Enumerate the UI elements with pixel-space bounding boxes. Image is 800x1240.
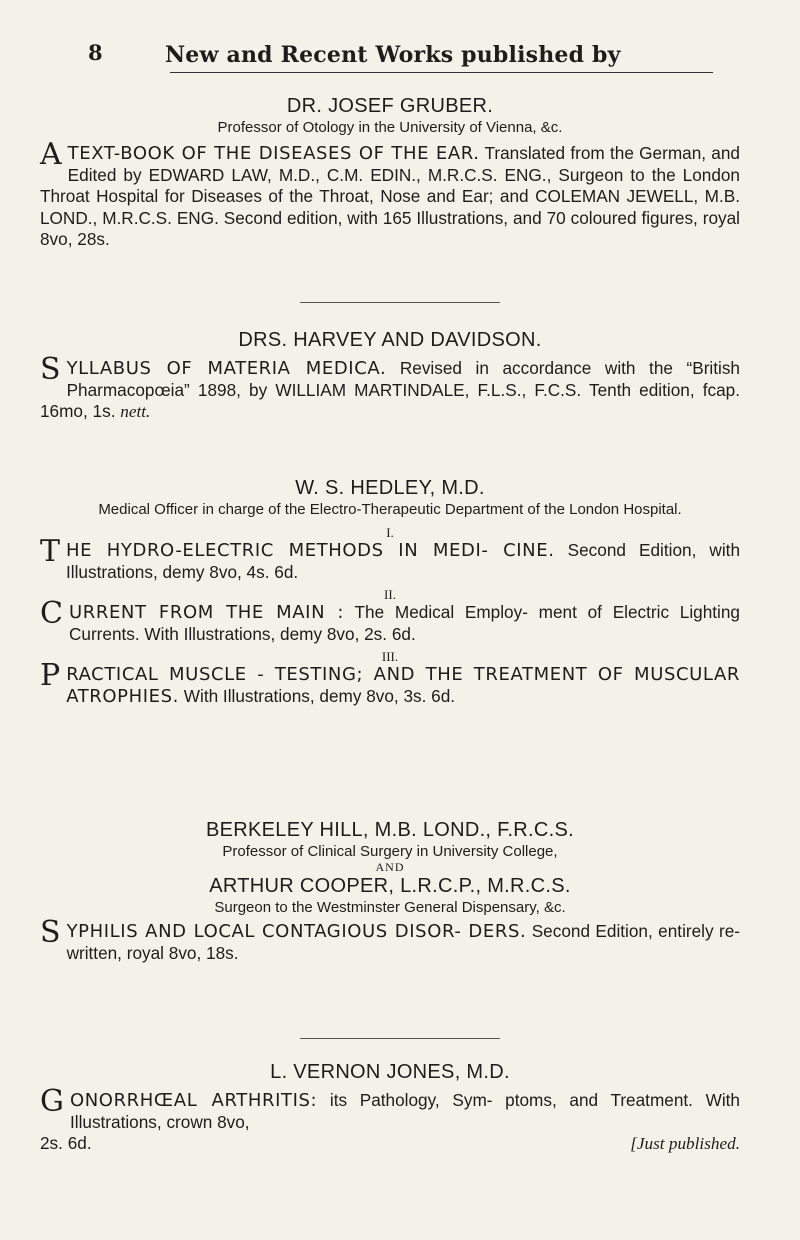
work-numeral: III. <box>381 649 399 664</box>
second-author-affiliation: Surgeon to the Westminster General Dispensary, &c. <box>214 899 566 916</box>
publication-note: [Just published. <box>630 1134 740 1153</box>
entry-vernon-jones <box>40 1060 740 1155</box>
entry-hedley <box>40 476 740 707</box>
entry-text <box>40 137 740 251</box>
entry-text <box>40 658 740 707</box>
work-numeral: II. <box>384 587 396 602</box>
work-description: its Pathology, Sym- ptoms, and Treatment. With Illustrations, crown 8vo, <box>69 1090 740 1132</box>
work-description: Translated from the German, and Edited by EDWARD LAW, M.D., C.M. EDIN., M.R.C.S. ENG., Surgeon to the London Throat Hospital for Diseases of the Throat, Nose and Ear; and COLEMAN JEWELL, M.B. LOND., M.R.C.S. ENG. Second edition, with 165 Illustrations, and 70 coloured figures, royal 8vo, 28s. <box>40 143 740 249</box>
header-rule <box>170 72 713 73</box>
second-author-name: ARTHUR COOPER, L.R.C.P., M.R.C.S. <box>209 875 571 897</box>
drop-initial: S <box>40 352 61 387</box>
work-title: TEXT-BOOK OF THE DISEASES OF THE EAR. <box>67 143 480 164</box>
author-name: BERKELEY HILL, M.B. LOND., F.R.C.S. <box>205 819 575 841</box>
drop-initial: T <box>40 534 61 569</box>
section-divider <box>300 1038 500 1039</box>
author-affiliation: Medical Officer in charge of the Electro-Therapeutic Department of the London Hospital. <box>98 501 682 518</box>
running-head-title: New and Recent Works published by <box>165 42 621 68</box>
work-title: YLLABUS OF MATERIA MEDICA. <box>66 358 387 379</box>
running-head <box>88 38 728 74</box>
page-number: 8 <box>88 40 103 65</box>
work-title: HE HYDRO-ELECTRIC METHODS IN MEDI- CINE. <box>66 540 555 561</box>
work-description: Second Edition, entirely re-written, royal 8vo, 18s. <box>66 921 741 963</box>
entry-text <box>40 534 740 583</box>
work-title: ONORRHŒAL ARTHRITIS: <box>69 1090 318 1111</box>
price-note: nett. <box>120 402 151 421</box>
entry-text <box>40 1084 740 1133</box>
work-description: Revised in accordance with the “British Pharmacopœia” 1898, by WILLIAM MARTINDALE, F.L.S., F.C.S. Tenth edition, fcap. 16mo, 1s. <box>40 358 740 421</box>
work-title: YPHILIS AND LOCAL CONTAGIOUS DISOR- DERS. <box>66 921 527 942</box>
drop-initial: P <box>40 658 61 693</box>
drop-initial: G <box>40 1084 64 1119</box>
work-description: Second Edition, with Illustrations, demy 8vo, 4s. 6d. <box>66 540 740 582</box>
work-title: RACTICAL MUSCLE - TESTING; AND THE TREATMENT OF MUSCULAR ATROPHIES. <box>66 664 740 707</box>
entry-text <box>40 915 741 964</box>
work-title: URRENT FROM THE MAIN : <box>68 602 345 623</box>
price-row <box>40 1133 740 1155</box>
work-description: With Illustrations, demy 8vo, 3s. 6d. <box>183 685 456 706</box>
author-name: L. VERNON JONES, M.D. <box>270 1061 510 1083</box>
drop-initial: S <box>40 915 61 950</box>
section-divider <box>300 302 500 303</box>
entry-text <box>40 352 740 423</box>
author-affiliation: Professor of Clinical Surgery in University College, <box>222 843 558 860</box>
drop-initial: A <box>40 137 62 172</box>
price: 2s. 6d. <box>40 1133 92 1153</box>
work-numeral: I. <box>386 525 394 540</box>
author-name: DRS. HARVEY AND DAVIDSON. <box>238 329 542 351</box>
author-conjunction: AND <box>375 860 405 874</box>
entry-gruber <box>40 94 740 251</box>
author-affiliation: Professor of Otology in the University of Vienna, &c. <box>217 119 563 136</box>
entry-harvey-davidson <box>40 328 740 423</box>
author-name: DR. JOSEF GRUBER. <box>286 95 494 117</box>
entry-text <box>40 596 740 645</box>
entry-hill-cooper <box>40 818 740 964</box>
author-name: W. S. HEDLEY, M.D. <box>295 477 485 499</box>
work-description: The Medical Employ- ment of Electric Lighting Currents. With Illustrations, demy 8vo, 2s. 6d. <box>68 602 740 644</box>
drop-initial: C <box>40 596 63 631</box>
